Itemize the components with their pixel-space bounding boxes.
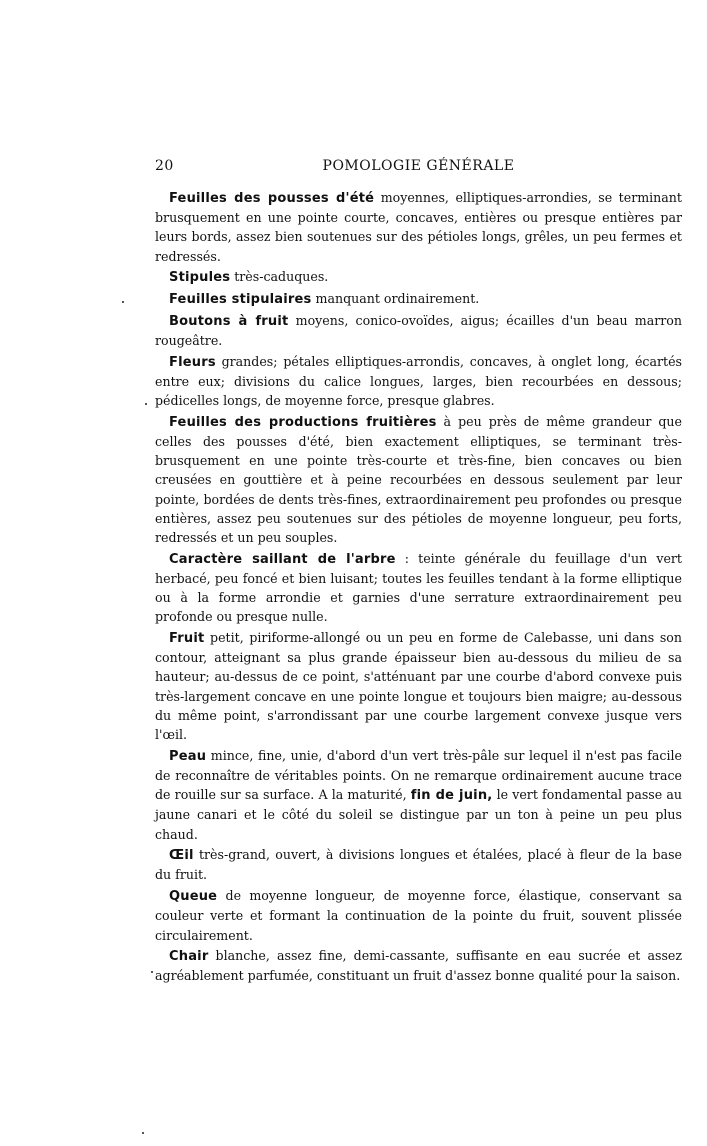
paragraph-text: manquant ordinairement. bbox=[311, 291, 480, 307]
scan-speck bbox=[151, 971, 153, 973]
paragraph-term: Feuilles stipulaires bbox=[169, 292, 312, 308]
paragraph-term: Stipules bbox=[169, 270, 231, 286]
paragraph-text: de moyenne longueur, de moyenne force, élastique, conservant sa couleur verte et formant la continuation de la pointe du fruit, souvent plissée circulairement. bbox=[155, 888, 682, 943]
scan-speck bbox=[142, 1132, 144, 1134]
paragraph-term: Fruit bbox=[169, 630, 205, 646]
running-title: POMOLOGIE GÉNÉRALE bbox=[322, 158, 515, 174]
maturity-date: fin de juin, bbox=[410, 788, 493, 804]
paragraph-term: Queue bbox=[169, 889, 218, 905]
paragraph-oeil bbox=[155, 845, 682, 884]
paragraph-boutons bbox=[155, 311, 682, 350]
paragraph-text: grandes; pétales elliptiques-arrondis, concaves, à onglet long, écartés entre eux; divisions du calice longues, larges, bien recourbées en dessous; pédicelles longs, de moyenne force, presque glabres. bbox=[155, 353, 682, 409]
paragraph-text: blanche, assez fine, demi-cassante, suffisante en eau sucrée et assez agréablement parfumée, constituant un fruit d'assez bonne qualité pour la saison. bbox=[155, 948, 682, 984]
paragraph-feuilles-stipulaires bbox=[155, 289, 682, 309]
paragraph-feuilles-productions bbox=[155, 412, 682, 547]
paragraph-term: Boutons à fruit bbox=[169, 313, 289, 329]
paragraph-term: Caractère saillant de l'arbre bbox=[169, 551, 396, 567]
page-number: 20 bbox=[155, 158, 174, 174]
paragraph-stipules bbox=[155, 267, 682, 287]
paragraph-term: Feuilles des productions fruitières bbox=[169, 414, 437, 430]
paragraph-peau bbox=[155, 746, 682, 844]
paragraph-text: très-caduques. bbox=[230, 269, 329, 285]
scan-speck bbox=[145, 403, 147, 405]
scan-speck bbox=[122, 301, 124, 303]
paragraph-text: très-grand, ouvert, à divisions longues et étalées, placé à fleur de la base du fruit. bbox=[155, 847, 682, 883]
paragraph-term: Peau bbox=[169, 748, 207, 764]
paragraph-feuilles-pousses bbox=[155, 188, 682, 266]
paragraph-text: : teinte générale du feuillage d'un vert herbacé, peu foncé et bien luisant; toutes les feuilles tendant à la forme elliptique ou à la forme arrondie et garnies d'une serrature extraordinairement peu profonde ou presque nulle. bbox=[155, 550, 682, 625]
paragraph-text: à peu près de même grandeur que celles des pousses d'été, bien exactement elliptiques, se terminant très-brusquement en une pointe très-courte et très-fine, bien concaves ou bien creusées en gouttière et à peine recourbées en dessous seulement par leur pointe, bordées de dents très-fines, extraordinairement peu profondes ou presque entières, assez peu soutenues sur des pétioles de moyenne longueur, peu forts, redressés et un peu souples. bbox=[155, 413, 682, 545]
paragraph-term: Fleurs bbox=[169, 354, 216, 370]
paragraph-text: mince, fine, unie, d'abord d'un vert très-pâle sur lequel il n'est pas facile de reconnaître de véritables points. On ne remarque ordinairement aucune trace de rouille sur sa surface. A la maturité, bbox=[155, 747, 682, 803]
body-text bbox=[155, 188, 682, 986]
running-head bbox=[155, 158, 682, 180]
paragraph-text-after: le vert fondamental passe au jaune canari et le côté du soleil se distingue par un ton à peine un peu plus chaud. bbox=[155, 787, 682, 842]
paragraph-chair bbox=[155, 946, 682, 985]
paragraph-queue bbox=[155, 886, 682, 945]
paragraph-term: Œil bbox=[169, 848, 194, 864]
paragraph-text: moyens, conico-ovoïdes, aigus; écailles d'un beau marron rougeâtre. bbox=[155, 312, 682, 348]
paragraph-caractere bbox=[155, 549, 682, 627]
paragraph-text: petit, piriforme-allongé ou un peu en forme de Calebasse, uni dans son contour, atteignant sa plus grande épaisseur bien au-dessous du milieu de sa hauteur; au-dessus de ce point, s'atténuant par une courbe d'abord convexe puis très-largement concave en une pointe longue et toujours bien maigre; au-dessous du même point, s'arrondissant par une courbe largement convexe jusque vers l'œil. bbox=[155, 629, 682, 742]
paragraph-term: Chair bbox=[169, 949, 209, 965]
paragraph-text: moyennes, elliptiques-arrondies, se terminant brusquement en une pointe courte, concaves, entières ou presque entières par leurs bords, assez bien soutenues sur des pétioles longs, grêles, un peu fermes et redressés. bbox=[155, 190, 682, 264]
paragraph-fleurs bbox=[155, 352, 682, 411]
book-page bbox=[155, 158, 682, 987]
paragraph-term: Feuilles des pousses d'été bbox=[169, 191, 375, 206]
paragraph-fruit bbox=[155, 628, 682, 744]
